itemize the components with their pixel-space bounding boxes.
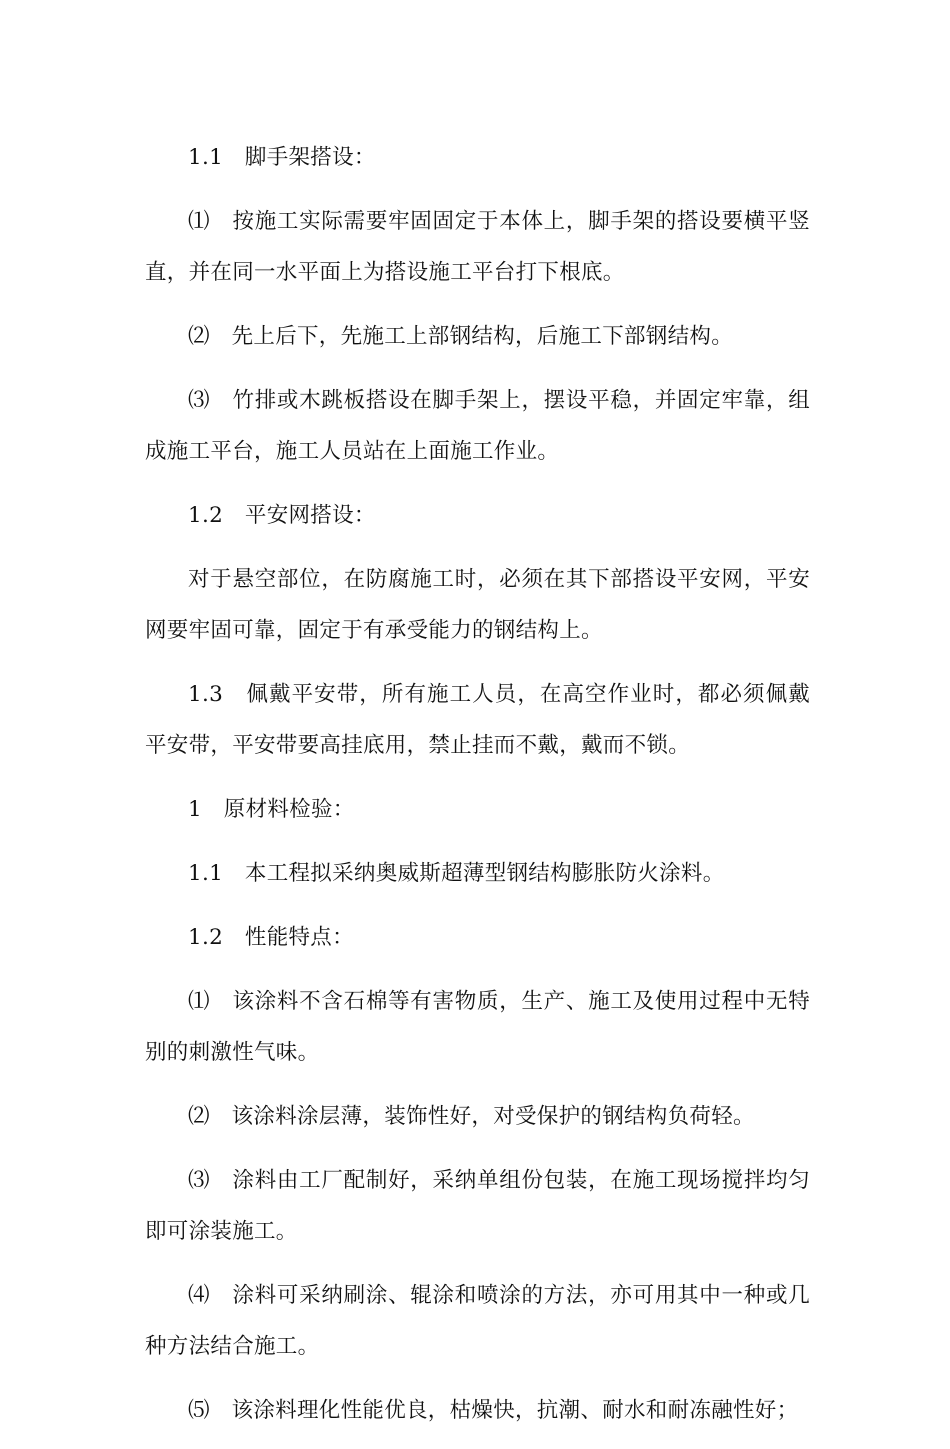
heading-scaffold: 1.1 脚手架搭设： [188, 145, 376, 170]
paragraph-performance-2: ⑵ 该涂料涂层薄，装饰性好，对受保护的钢结构负荷轻。 [188, 1104, 755, 1129]
paragraph-scaffold-1: ⑴ 按施工实际需要牢固固定于本体上，脚手架的搭设要横平竖直，并在同一水平面上为搭设施工平台打下根底。 [145, 209, 810, 285]
paragraph-performance-4: ⑷ 涂料可采纳刷涂、辊涂和喷涂的方法，亦可用其中一种或几种方法结合施工。 [145, 1283, 810, 1359]
document-body [145, 132, 810, 1449]
paragraph-scaffold-3: ⑶ 竹排或木跳板搭设在脚手架上，摆设平稳，并固定牢靠，组成施工平台，施工人员站在上面施工作业。 [145, 388, 810, 464]
heading-performance: 1.2 性能特点： [188, 925, 354, 950]
paragraph-safety-net: 对于悬空部位，在防腐施工时，必须在其下部搭设平安网，平安网要牢固可靠，固定于有承受能力的钢结构上。 [145, 567, 810, 643]
paragraph-coating-product: 1.1 本工程拟采纳奥威斯超薄型钢结构膨胀防火涂料。 [188, 861, 725, 886]
paragraph-performance-5: ⑸ 该涂料理化性能优良，枯燥快，抗潮、耐水和耐冻融性好； [188, 1398, 799, 1423]
paragraph-performance-1: ⑴ 该涂料不含石棉等有害物质，生产、施工及使用过程中无特别的刺激性气味。 [145, 989, 810, 1065]
paragraph-safety-belt: 1.3 佩戴平安带，所有施工人员，在高空作业时，都必须佩戴平安带，平安带要高挂底用，禁止挂而不戴，戴而不锁。 [145, 682, 810, 758]
paragraph-scaffold-2: ⑵ 先上后下，先施工上部钢结构，后施工下部钢结构。 [188, 324, 734, 349]
heading-material-inspection: 1 原材料检验： [188, 797, 355, 822]
heading-safety-net: 1.2 平安网搭设： [188, 503, 376, 528]
paragraph-performance-3: ⑶ 涂料由工厂配制好，采纳单组份包装，在施工现场搅拌均匀即可涂装施工。 [145, 1168, 810, 1244]
